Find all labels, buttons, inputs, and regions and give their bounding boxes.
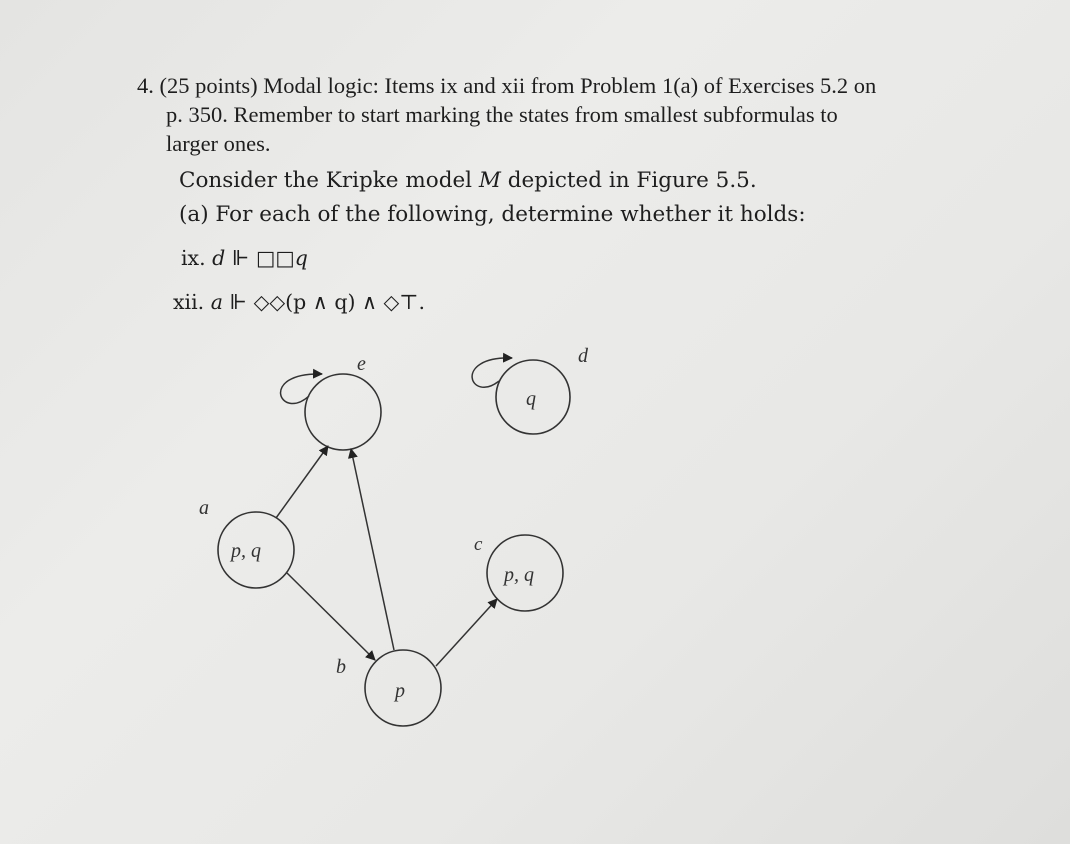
world-e-name: e [357,353,366,375]
item-ix-formula: ⊩ □□ [225,246,295,270]
world-c-props: p, q [504,564,534,586]
relation-a-b [287,573,375,660]
question-line-2: p. 350. Remember to start marking the states from smallest subformulas to [166,102,838,127]
intro-end-text: depicted in Figure 5.5. [500,168,757,193]
relation-b-e [351,449,394,650]
world-a-props: p, q [231,540,261,562]
item-xii-world: a [210,290,223,314]
item-ix-atom: q [294,246,308,270]
item-ix-label: ix. [181,246,206,270]
question-line-1: (25 points) Modal logic: Items ix and xii from Problem 1(a) of Exercises 5.2 on [159,73,877,98]
relation-e-e [281,374,322,404]
world-c-name: c [474,534,483,555]
intro-text: Consider the Kripke model [179,168,479,193]
item-xii-formula: ⊩ ◇◇(p ∧ q) ∧ ◇⊤. [222,290,426,314]
world-b-name: b [336,656,346,678]
question-line-3: larger ones. [166,131,271,156]
part-a-prompt: (a) For each of the following, determine whether it holds: [179,202,806,227]
question-number: 4. [137,73,154,98]
world-d-props: q [526,388,536,410]
world-e [305,374,381,450]
world-a-name: a [199,497,209,519]
relation-b-c [436,599,497,666]
world-d-name: d [578,345,588,367]
model-symbol: M [478,168,501,193]
item-xii-label: xii. [173,290,205,314]
world-b-props: p [395,680,405,702]
relation-a-e [276,446,328,518]
item-ix-world: d [212,246,226,270]
